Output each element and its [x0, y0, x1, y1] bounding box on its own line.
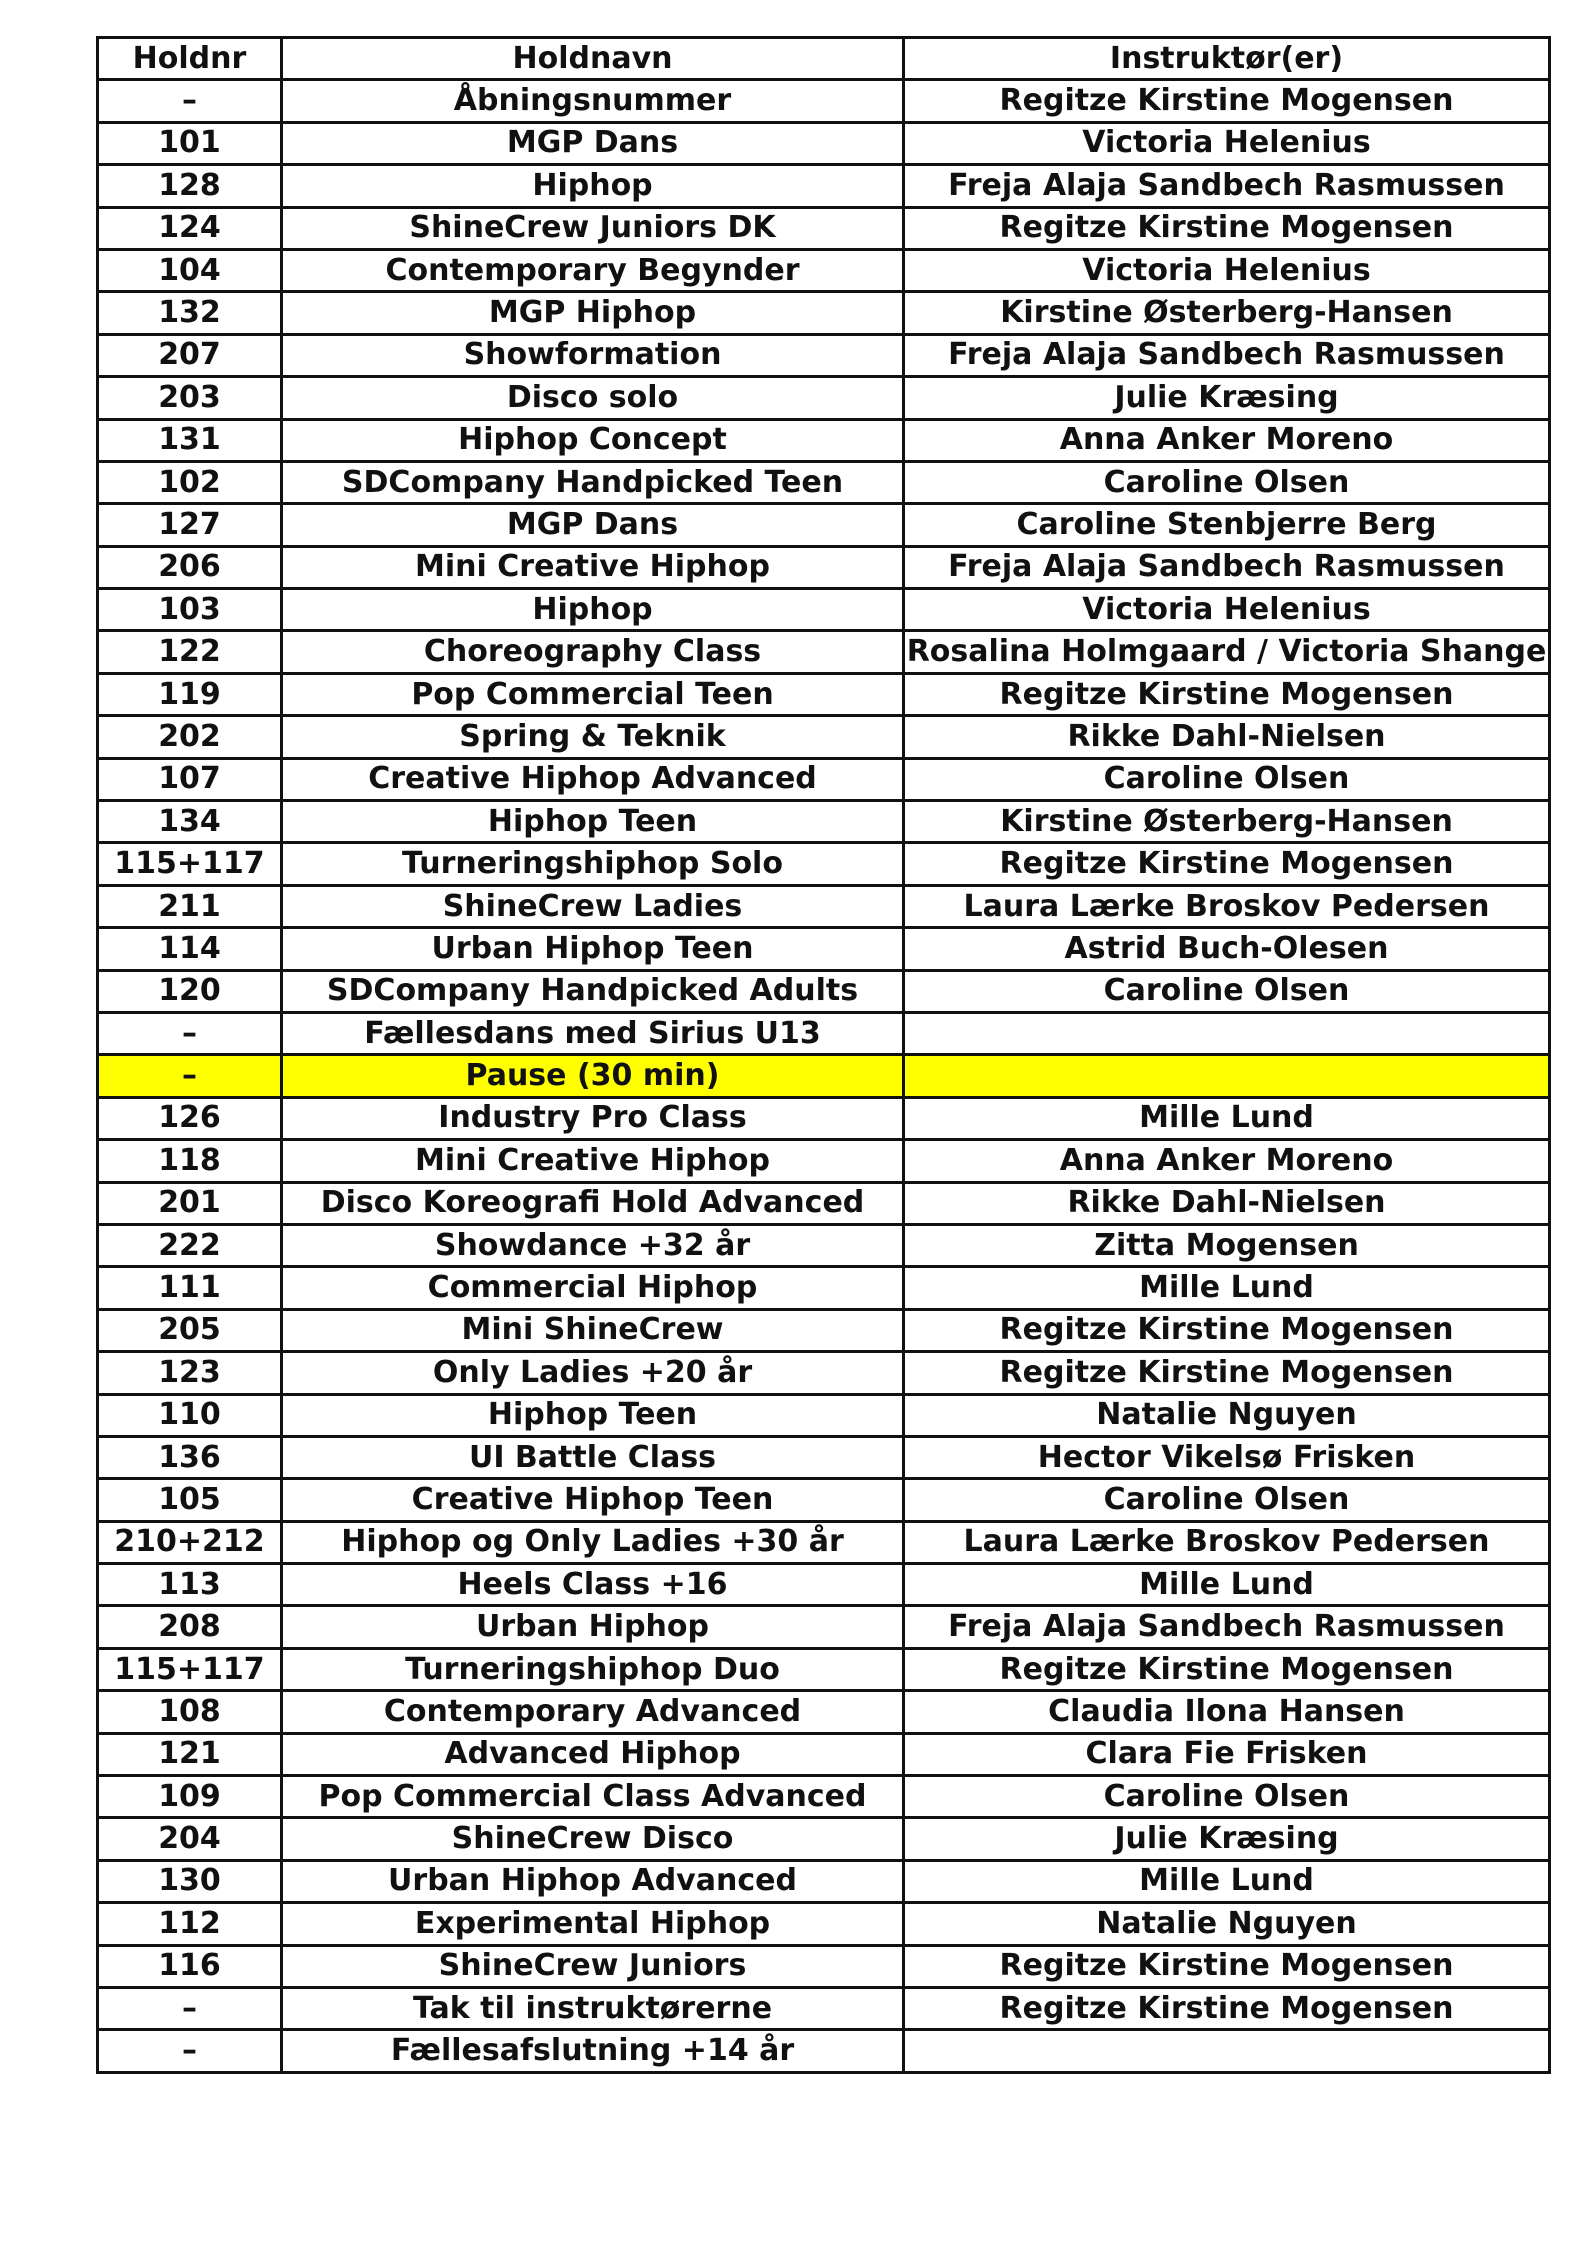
table-row: [98, 292, 1550, 334]
table-row: [98, 1097, 1550, 1139]
table-row: [98, 1733, 1550, 1775]
table-row: [98, 207, 1550, 249]
table-row: [98, 334, 1550, 376]
cell-holdnavn: Contemporary Advanced: [282, 1691, 904, 1733]
cell-holdnr: 203: [98, 377, 282, 419]
cell-instruktor: Caroline Olsen: [904, 758, 1550, 800]
table-row: [98, 1648, 1550, 1690]
cell-instruktor: Clara Fie Frisken: [904, 1733, 1550, 1775]
cell-holdnr: 131: [98, 419, 282, 461]
cell-instruktor: Zitta Mogensen: [904, 1224, 1550, 1266]
cell-holdnavn: MGP Dans: [282, 122, 904, 164]
cell-holdnr: 105: [98, 1479, 282, 1521]
cell-holdnavn: Pop Commercial Teen: [282, 673, 904, 715]
cell-holdnavn: Showdance +32 år: [282, 1224, 904, 1266]
cell-instruktor: Anna Anker Moreno: [904, 419, 1550, 461]
table-row: [98, 2030, 1550, 2072]
table-row: [98, 1903, 1550, 1945]
table-row: [98, 1818, 1550, 1860]
table-row: [98, 631, 1550, 673]
table-row: [98, 928, 1550, 970]
pause-row: [98, 1055, 1550, 1097]
cell-holdnavn: Hiphop: [282, 165, 904, 207]
cell-instruktor: Regitze Kirstine Mogensen: [904, 1987, 1550, 2029]
cell-holdnr: 108: [98, 1691, 282, 1733]
cell-instruktor: Mille Lund: [904, 1097, 1550, 1139]
cell-instruktor: Caroline Olsen: [904, 1776, 1550, 1818]
header-holdnr: Holdnr: [98, 38, 282, 80]
cell-instruktor: Rikke Dahl-Nielsen: [904, 716, 1550, 758]
cell-holdnr: 205: [98, 1309, 282, 1351]
cell-instruktor: [904, 2030, 1550, 2072]
cell-instruktor: Laura Lærke Broskov Pedersen: [904, 885, 1550, 927]
cell-holdnavn: ShineCrew Disco: [282, 1818, 904, 1860]
cell-holdnr: 122: [98, 631, 282, 673]
table-row: [98, 801, 1550, 843]
table-row: [98, 419, 1550, 461]
cell-instruktor: Mille Lund: [904, 1564, 1550, 1606]
header-instruktorer: Instruktør(er): [904, 38, 1550, 80]
cell-holdnavn: Industry Pro Class: [282, 1097, 904, 1139]
cell-holdnavn: Pause (30 min): [282, 1055, 904, 1097]
cell-instruktor: Regitze Kirstine Mogensen: [904, 843, 1550, 885]
table-row: [98, 716, 1550, 758]
table-row: [98, 1352, 1550, 1394]
cell-holdnavn: ShineCrew Juniors: [282, 1945, 904, 1987]
cell-holdnr: 102: [98, 461, 282, 503]
table-row: [98, 1394, 1550, 1436]
cell-instruktor: Rosalina Holmgaard / Victoria Shange: [904, 631, 1550, 673]
cell-holdnr: 132: [98, 292, 282, 334]
cell-holdnavn: Only Ladies +20 år: [282, 1352, 904, 1394]
cell-holdnr: 119: [98, 673, 282, 715]
cell-instruktor: Regitze Kirstine Mogensen: [904, 1352, 1550, 1394]
cell-holdnavn: Contemporary Begynder: [282, 249, 904, 291]
cell-holdnavn: Tak til instruktørerne: [282, 1987, 904, 2029]
table-row: [98, 1776, 1550, 1818]
cell-holdnr: 103: [98, 589, 282, 631]
cell-holdnr: 110: [98, 1394, 282, 1436]
cell-holdnr: 127: [98, 504, 282, 546]
table-row: [98, 1224, 1550, 1266]
cell-holdnr: 101: [98, 122, 282, 164]
cell-holdnr: 222: [98, 1224, 282, 1266]
table-row: [98, 589, 1550, 631]
cell-instruktor: Caroline Olsen: [904, 1479, 1550, 1521]
table-row: [98, 165, 1550, 207]
cell-holdnavn: Fællesdans med Sirius U13: [282, 1012, 904, 1054]
cell-instruktor: Natalie Nguyen: [904, 1394, 1550, 1436]
cell-holdnavn: MGP Dans: [282, 504, 904, 546]
cell-holdnavn: Fællesafslutning +14 år: [282, 2030, 904, 2072]
cell-holdnavn: Hiphop Teen: [282, 1394, 904, 1436]
cell-instruktor: Astrid Buch-Olesen: [904, 928, 1550, 970]
table-row: [98, 1436, 1550, 1478]
cell-holdnr: 134: [98, 801, 282, 843]
table-row: [98, 970, 1550, 1012]
cell-holdnavn: Hiphop: [282, 589, 904, 631]
cell-holdnr: 115+117: [98, 1648, 282, 1690]
cell-instruktor: Regitze Kirstine Mogensen: [904, 1309, 1550, 1351]
cell-holdnavn: Creative Hiphop Teen: [282, 1479, 904, 1521]
cell-holdnavn: Disco solo: [282, 377, 904, 419]
cell-instruktor: Mille Lund: [904, 1267, 1550, 1309]
cell-instruktor: Caroline Olsen: [904, 970, 1550, 1012]
cell-holdnr: –: [98, 1012, 282, 1054]
cell-holdnavn: Creative Hiphop Advanced: [282, 758, 904, 800]
cell-holdnr: 206: [98, 546, 282, 588]
cell-holdnavn: Urban Hiphop Teen: [282, 928, 904, 970]
cell-holdnavn: Mini ShineCrew: [282, 1309, 904, 1351]
cell-holdnr: 210+212: [98, 1521, 282, 1563]
cell-holdnr: 128: [98, 165, 282, 207]
table-row: [98, 1564, 1550, 1606]
cell-holdnr: 107: [98, 758, 282, 800]
cell-holdnr: 120: [98, 970, 282, 1012]
cell-holdnavn: Pop Commercial Class Advanced: [282, 1776, 904, 1818]
cell-instruktor: Victoria Helenius: [904, 122, 1550, 164]
cell-holdnavn: MGP Hiphop: [282, 292, 904, 334]
cell-holdnr: 130: [98, 1860, 282, 1902]
cell-holdnr: –: [98, 2030, 282, 2072]
cell-instruktor: Victoria Helenius: [904, 249, 1550, 291]
cell-holdnr: 204: [98, 1818, 282, 1860]
table-row: [98, 1140, 1550, 1182]
cell-instruktor: [904, 1055, 1550, 1097]
table-row: [98, 843, 1550, 885]
cell-holdnavn: Hiphop Teen: [282, 801, 904, 843]
cell-holdnavn: Urban Hiphop: [282, 1606, 904, 1648]
cell-instruktor: Regitze Kirstine Mogensen: [904, 80, 1550, 122]
table-row: [98, 122, 1550, 164]
cell-holdnavn: Disco Koreografi Hold Advanced: [282, 1182, 904, 1224]
cell-holdnr: 126: [98, 1097, 282, 1139]
header-holdnavn: Holdnavn: [282, 38, 904, 80]
cell-holdnavn: ShineCrew Ladies: [282, 885, 904, 927]
cell-instruktor: Julie Kræsing: [904, 377, 1550, 419]
cell-instruktor: Freja Alaja Sandbech Rasmussen: [904, 1606, 1550, 1648]
table-row: [98, 673, 1550, 715]
cell-holdnavn: UI Battle Class: [282, 1436, 904, 1478]
table-body: [98, 80, 1550, 2072]
cell-instruktor: Regitze Kirstine Mogensen: [904, 1648, 1550, 1690]
cell-holdnr: 136: [98, 1436, 282, 1478]
cell-instruktor: Regitze Kirstine Mogensen: [904, 207, 1550, 249]
cell-instruktor: Regitze Kirstine Mogensen: [904, 673, 1550, 715]
cell-holdnr: 116: [98, 1945, 282, 1987]
table-row: [98, 1309, 1550, 1351]
cell-instruktor: Rikke Dahl-Nielsen: [904, 1182, 1550, 1224]
cell-holdnr: 113: [98, 1564, 282, 1606]
cell-holdnavn: Advanced Hiphop: [282, 1733, 904, 1775]
cell-instruktor: Natalie Nguyen: [904, 1903, 1550, 1945]
table-row: [98, 758, 1550, 800]
cell-instruktor: Mille Lund: [904, 1860, 1550, 1902]
cell-holdnavn: Mini Creative Hiphop: [282, 546, 904, 588]
cell-holdnr: 211: [98, 885, 282, 927]
header-row: [98, 38, 1550, 80]
cell-holdnavn: Hiphop og Only Ladies +30 år: [282, 1521, 904, 1563]
cell-instruktor: Freja Alaja Sandbech Rasmussen: [904, 334, 1550, 376]
cell-holdnavn: Commercial Hiphop: [282, 1267, 904, 1309]
cell-holdnavn: SDCompany Handpicked Adults: [282, 970, 904, 1012]
cell-instruktor: Caroline Olsen: [904, 461, 1550, 503]
cell-holdnavn: Spring & Teknik: [282, 716, 904, 758]
table-row: [98, 1987, 1550, 2029]
cell-holdnr: –: [98, 80, 282, 122]
cell-holdnr: 109: [98, 1776, 282, 1818]
cell-holdnavn: Choreography Class: [282, 631, 904, 673]
table-row: [98, 1267, 1550, 1309]
cell-holdnr: 104: [98, 249, 282, 291]
table-row: [98, 1012, 1550, 1054]
cell-holdnavn: Turneringshiphop Solo: [282, 843, 904, 885]
table-row: [98, 461, 1550, 503]
cell-holdnavn: Urban Hiphop Advanced: [282, 1860, 904, 1902]
table-row: [98, 80, 1550, 122]
table-row: [98, 249, 1550, 291]
cell-holdnr: 111: [98, 1267, 282, 1309]
table-row: [98, 1860, 1550, 1902]
table-row: [98, 546, 1550, 588]
cell-instruktor: Anna Anker Moreno: [904, 1140, 1550, 1182]
table-row: [98, 885, 1550, 927]
cell-holdnr: 123: [98, 1352, 282, 1394]
cell-holdnavn: Åbningsnummer: [282, 80, 904, 122]
cell-instruktor: Victoria Helenius: [904, 589, 1550, 631]
cell-holdnr: 115+117: [98, 843, 282, 885]
cell-holdnr: 112: [98, 1903, 282, 1945]
cell-holdnr: 201: [98, 1182, 282, 1224]
cell-holdnr: 208: [98, 1606, 282, 1648]
cell-holdnavn: Heels Class +16: [282, 1564, 904, 1606]
cell-instruktor: Claudia Ilona Hansen: [904, 1691, 1550, 1733]
cell-holdnavn: Mini Creative Hiphop: [282, 1140, 904, 1182]
cell-instruktor: Freja Alaja Sandbech Rasmussen: [904, 165, 1550, 207]
cell-instruktor: Hector Vikelsø Frisken: [904, 1436, 1550, 1478]
table-row: [98, 1945, 1550, 1987]
cell-holdnavn: Hiphop Concept: [282, 419, 904, 461]
cell-holdnavn: Experimental Hiphop: [282, 1903, 904, 1945]
table-row: [98, 1182, 1550, 1224]
table-row: [98, 377, 1550, 419]
cell-instruktor: Julie Kræsing: [904, 1818, 1550, 1860]
cell-instruktor: Kirstine Østerberg-Hansen: [904, 292, 1550, 334]
cell-holdnr: –: [98, 1055, 282, 1097]
table-row: [98, 504, 1550, 546]
program-table: [96, 36, 1551, 2074]
cell-instruktor: Kirstine Østerberg-Hansen: [904, 801, 1550, 843]
table-row: [98, 1521, 1550, 1563]
cell-holdnr: 118: [98, 1140, 282, 1182]
cell-instruktor: Freja Alaja Sandbech Rasmussen: [904, 546, 1550, 588]
cell-holdnr: 114: [98, 928, 282, 970]
cell-holdnavn: Showformation: [282, 334, 904, 376]
cell-instruktor: Regitze Kirstine Mogensen: [904, 1945, 1550, 1987]
table-row: [98, 1479, 1550, 1521]
cell-holdnr: 207: [98, 334, 282, 376]
cell-instruktor: Laura Lærke Broskov Pedersen: [904, 1521, 1550, 1563]
cell-instruktor: [904, 1012, 1550, 1054]
cell-holdnr: 202: [98, 716, 282, 758]
table-row: [98, 1606, 1550, 1648]
cell-holdnavn: Turneringshiphop Duo: [282, 1648, 904, 1690]
cell-holdnr: –: [98, 1987, 282, 2029]
table-header: [98, 38, 1550, 80]
cell-holdnavn: SDCompany Handpicked Teen: [282, 461, 904, 503]
cell-instruktor: Caroline Stenbjerre Berg: [904, 504, 1550, 546]
table-row: [98, 1691, 1550, 1733]
cell-holdnavn: ShineCrew Juniors DK: [282, 207, 904, 249]
cell-holdnr: 124: [98, 207, 282, 249]
cell-holdnr: 121: [98, 1733, 282, 1775]
